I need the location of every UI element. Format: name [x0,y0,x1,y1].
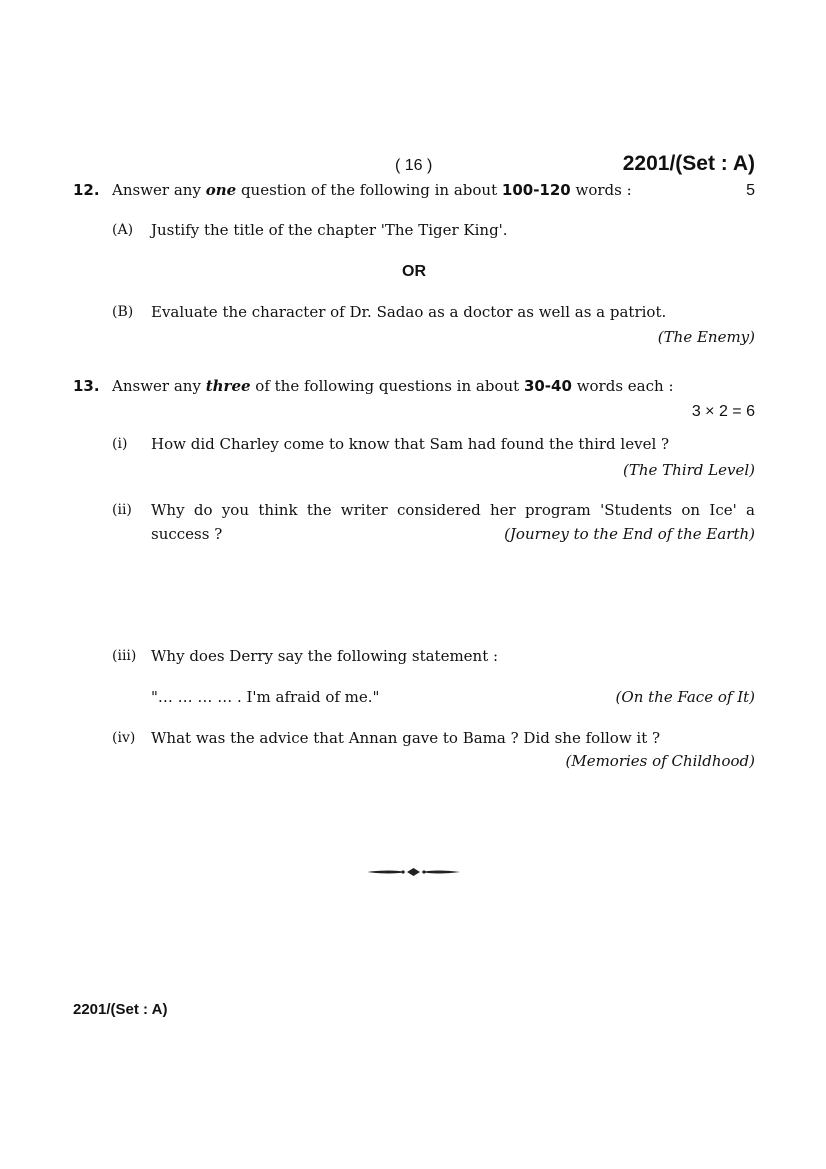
q13-iii-quote: "… … … … . I'm afraid of me." [151,688,380,706]
paper-code-header: 2201/(Set : A) [622,152,755,175]
q12-marks: 5 [746,182,755,199]
q13-text-a: Answer any [112,377,206,395]
q13-instruction [112,377,674,395]
q13-iv-text: What was the advice that Annan gave to Bama ? Did she follow it ? [151,729,661,747]
q13-word-count: 30-40 [523,377,572,395]
q12-b-label: (B) [112,304,134,320]
q12-word-count: 100-120 [501,181,571,199]
q12-b-text: Evaluate the character of Dr. Sadao as a doctor as well as a patriot. [151,303,667,321]
q13-ii-text-line1: Why do you think the writer considered her program 'Students on Ice' a [151,501,755,519]
q12-text-b: question of the following in about [236,181,502,199]
q13-iv-label: (iv) [112,730,136,746]
q13-emphasis: three [205,377,251,395]
q12-a-label: (A) [112,222,134,238]
q13-i-source: (The Third Level) [622,461,755,479]
q12-instruction [112,181,632,199]
q13-iii-label: (iii) [112,648,137,664]
q12-text-c: words : [570,181,632,199]
q12-emphasis: one [205,181,237,199]
page-number: ( 16 ) [395,157,433,174]
q13-i-label: (i) [112,436,128,452]
q13-text-c: words each : [571,377,674,395]
q13-iii-text: Why does Derry say the following statement : [151,647,499,665]
q12-b-source: (The Enemy) [657,328,755,346]
q13-text-b: of the following questions in about [250,377,524,395]
q12-text-a: Answer any [112,181,206,199]
q13-marks: 3 × 2 = 6 [691,403,755,420]
q12-number: 12. [73,181,100,199]
paper-code-footer: 2201/(Set : A) [73,1001,168,1018]
or-separator: OR [402,263,426,280]
q13-iv-source: (Memories of Childhood) [565,752,755,770]
q12-a-text: Justify the title of the chapter 'The Tiger King'. [151,221,508,239]
q13-iii-source: (On the Face of It) [615,688,755,706]
q13-number: 13. [73,377,100,395]
end-ornament-icon [366,864,461,880]
q13-i-text: How did Charley come to know that Sam had found the third level ? [151,435,670,453]
q13-ii-label: (ii) [112,502,132,518]
q13-ii-text-line2: success ? [151,525,223,543]
q13-ii-source: (Journey to the End of the Earth) [504,525,755,543]
